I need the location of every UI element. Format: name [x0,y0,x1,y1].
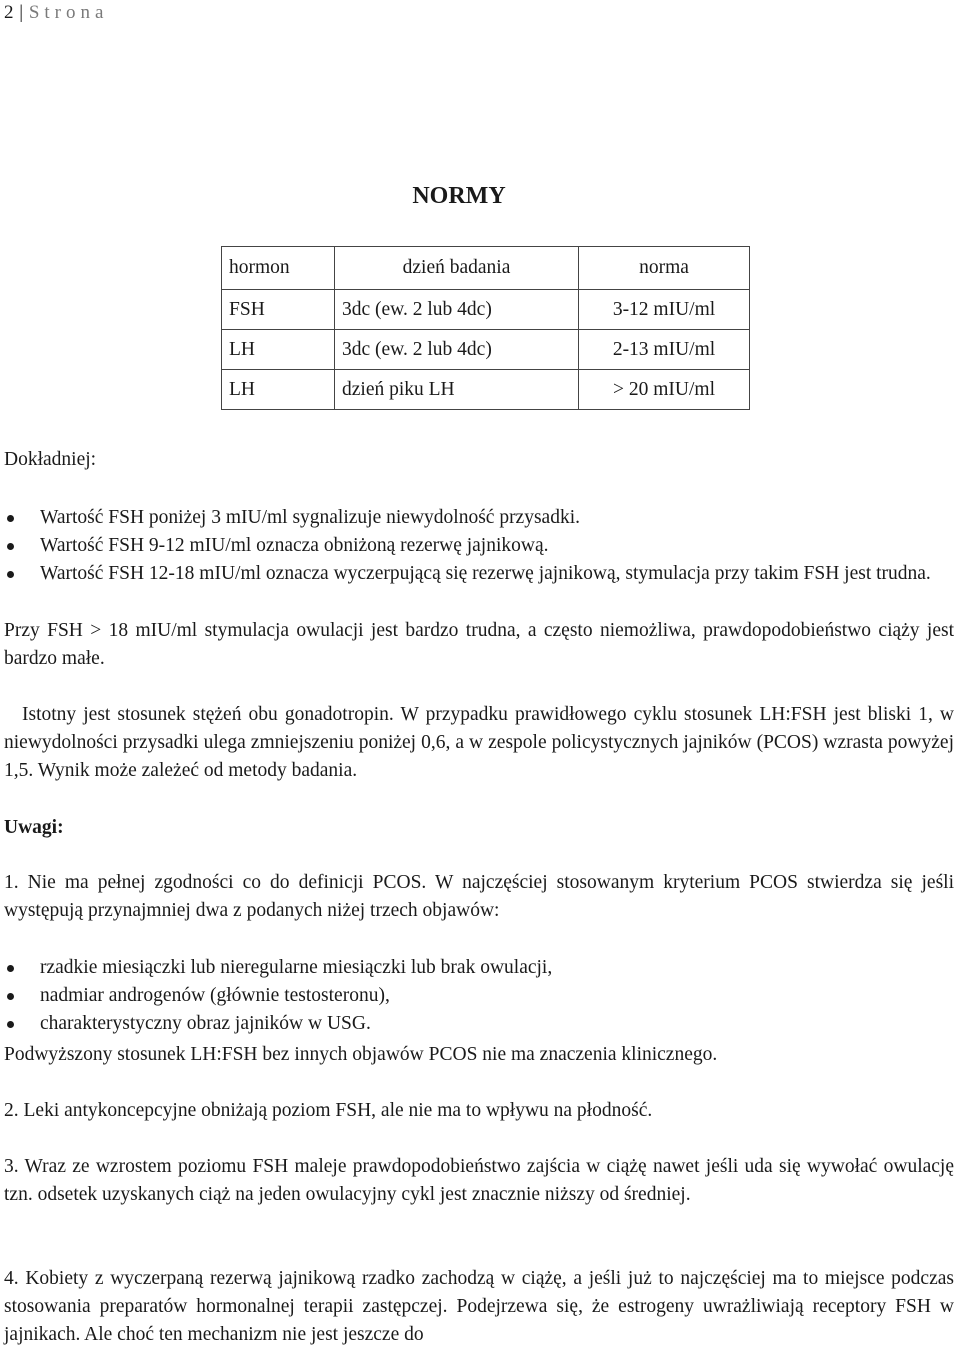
remarks-heading: Uwagi: [4,817,64,838]
note-3: 3. Wraz ze wzrostem poziomu FSH maleje prawdopodobieństwo zajścia w ciążę nawet jeśli uda się wywołać owulację tzn. odsetek uzyskanych ciąż na jeden owulacyjny cykl jest znacznie niższy od średniej. [4,1156,954,1205]
bullet-icon [7,993,14,1000]
table-cell: LH [222,370,335,410]
table-cell: > 20 mIU/ml [579,370,750,410]
table-row [222,370,750,410]
table-header-cell: norma [579,247,750,290]
list-item: Wartość FSH poniżej 3 mIU/ml sygnalizuje niewydolność przysadki. [4,504,954,532]
bullet-icon [7,543,14,550]
table-header-cell: dzień badania [335,247,579,290]
table-cell: dzień piku LH [335,370,579,410]
table-cell: 3dc (ew. 2 lub 4dc) [335,290,579,330]
ratio-paragraph: Istotny jest stosunek stężeń obu gonadotropin. W przypadku prawidłowego cyklu stosunek LH:FSH jest bliski 1, w niewydolności przysadki ulega zmniejszeniu poniżej 0,6, a w zespole policystycznych jajników (PCOS) wzrasta powyżej 1,5. Wynik może zależeć od metody badania. [4,704,954,781]
note-2: 2. Leki antykoncepcyjne obniżają poziom FSH, ale nie ma to wpływu na płodność. [4,1100,653,1121]
page-number: 2 [4,2,14,23]
list-item: rzadkie miesiączki lub nieregularne miesiączki lub brak owulacji, [4,954,954,982]
bullet-icon [7,1021,14,1028]
fsh-bullet-list [4,504,954,588]
table-row [222,330,750,370]
list-item: charakterystyczny obraz jajników w USG. [4,1010,954,1038]
bullet-icon [7,515,14,522]
bullet-icon [7,965,14,972]
fsh-over-18-paragraph: Przy FSH > 18 mIU/ml stymulacja owulacji jest bardzo trudna, a często niemożliwa, prawdopodobieństwo ciąży jest bardzo małe. [4,620,954,669]
list-item: Wartość FSH 9-12 mIU/ml oznacza obniżoną rezerwę jajnikową. [4,532,954,560]
table-header-row [222,247,750,290]
table-cell: LH [222,330,335,370]
norms-table [221,246,750,410]
list-item: nadmiar androgenów (głównie testosteronu), [4,982,954,1010]
table-cell: 2-13 mIU/ml [579,330,750,370]
page-header [4,2,108,24]
table-cell: 3-12 mIU/ml [579,290,750,330]
table-cell: 3dc (ew. 2 lub 4dc) [335,330,579,370]
header-word: Strona [28,2,109,23]
table-cell: FSH [222,290,335,330]
table-row [222,290,750,330]
header-separator: | [19,2,24,23]
ratio-note: Podwyższony stosunek LH:FSH bez innych objawów PCOS nie ma znaczenia klinicznego. [4,1044,718,1065]
bullet-icon [7,571,14,578]
list-item: Wartość FSH 12-18 mIU/ml oznacza wyczerpującą się rezerwę jajnikową, stymulacja przy takim FSH jest trudna. [4,560,954,588]
page-title: NORMY [412,183,506,209]
table-header-cell: hormon [222,247,335,290]
pcos-bullet-list [4,954,954,1038]
note-1: 1. Nie ma pełnej zgodności co do definicji PCOS. W najczęściej stosowanym kryterium PCOS stwierdza się jeśli występują przynajmniej dwa z podanych niżej trzech objawów: [4,872,954,921]
details-label: Dokładniej: [4,449,97,470]
note-4: 4. Kobiety z wyczerpaną rezerwą jajnikową rzadko zachodzą w ciążę, a jeśli już to najczęściej ma to miejsce podczas stosowania preparatów hormonalnej terapii zastępczej. Podejrzewa się, że estrogeny uwrażliwiają receptory FSH w jajnikach. Ale choć ten mechanizm nie jest jeszcze do [4,1268,954,1345]
